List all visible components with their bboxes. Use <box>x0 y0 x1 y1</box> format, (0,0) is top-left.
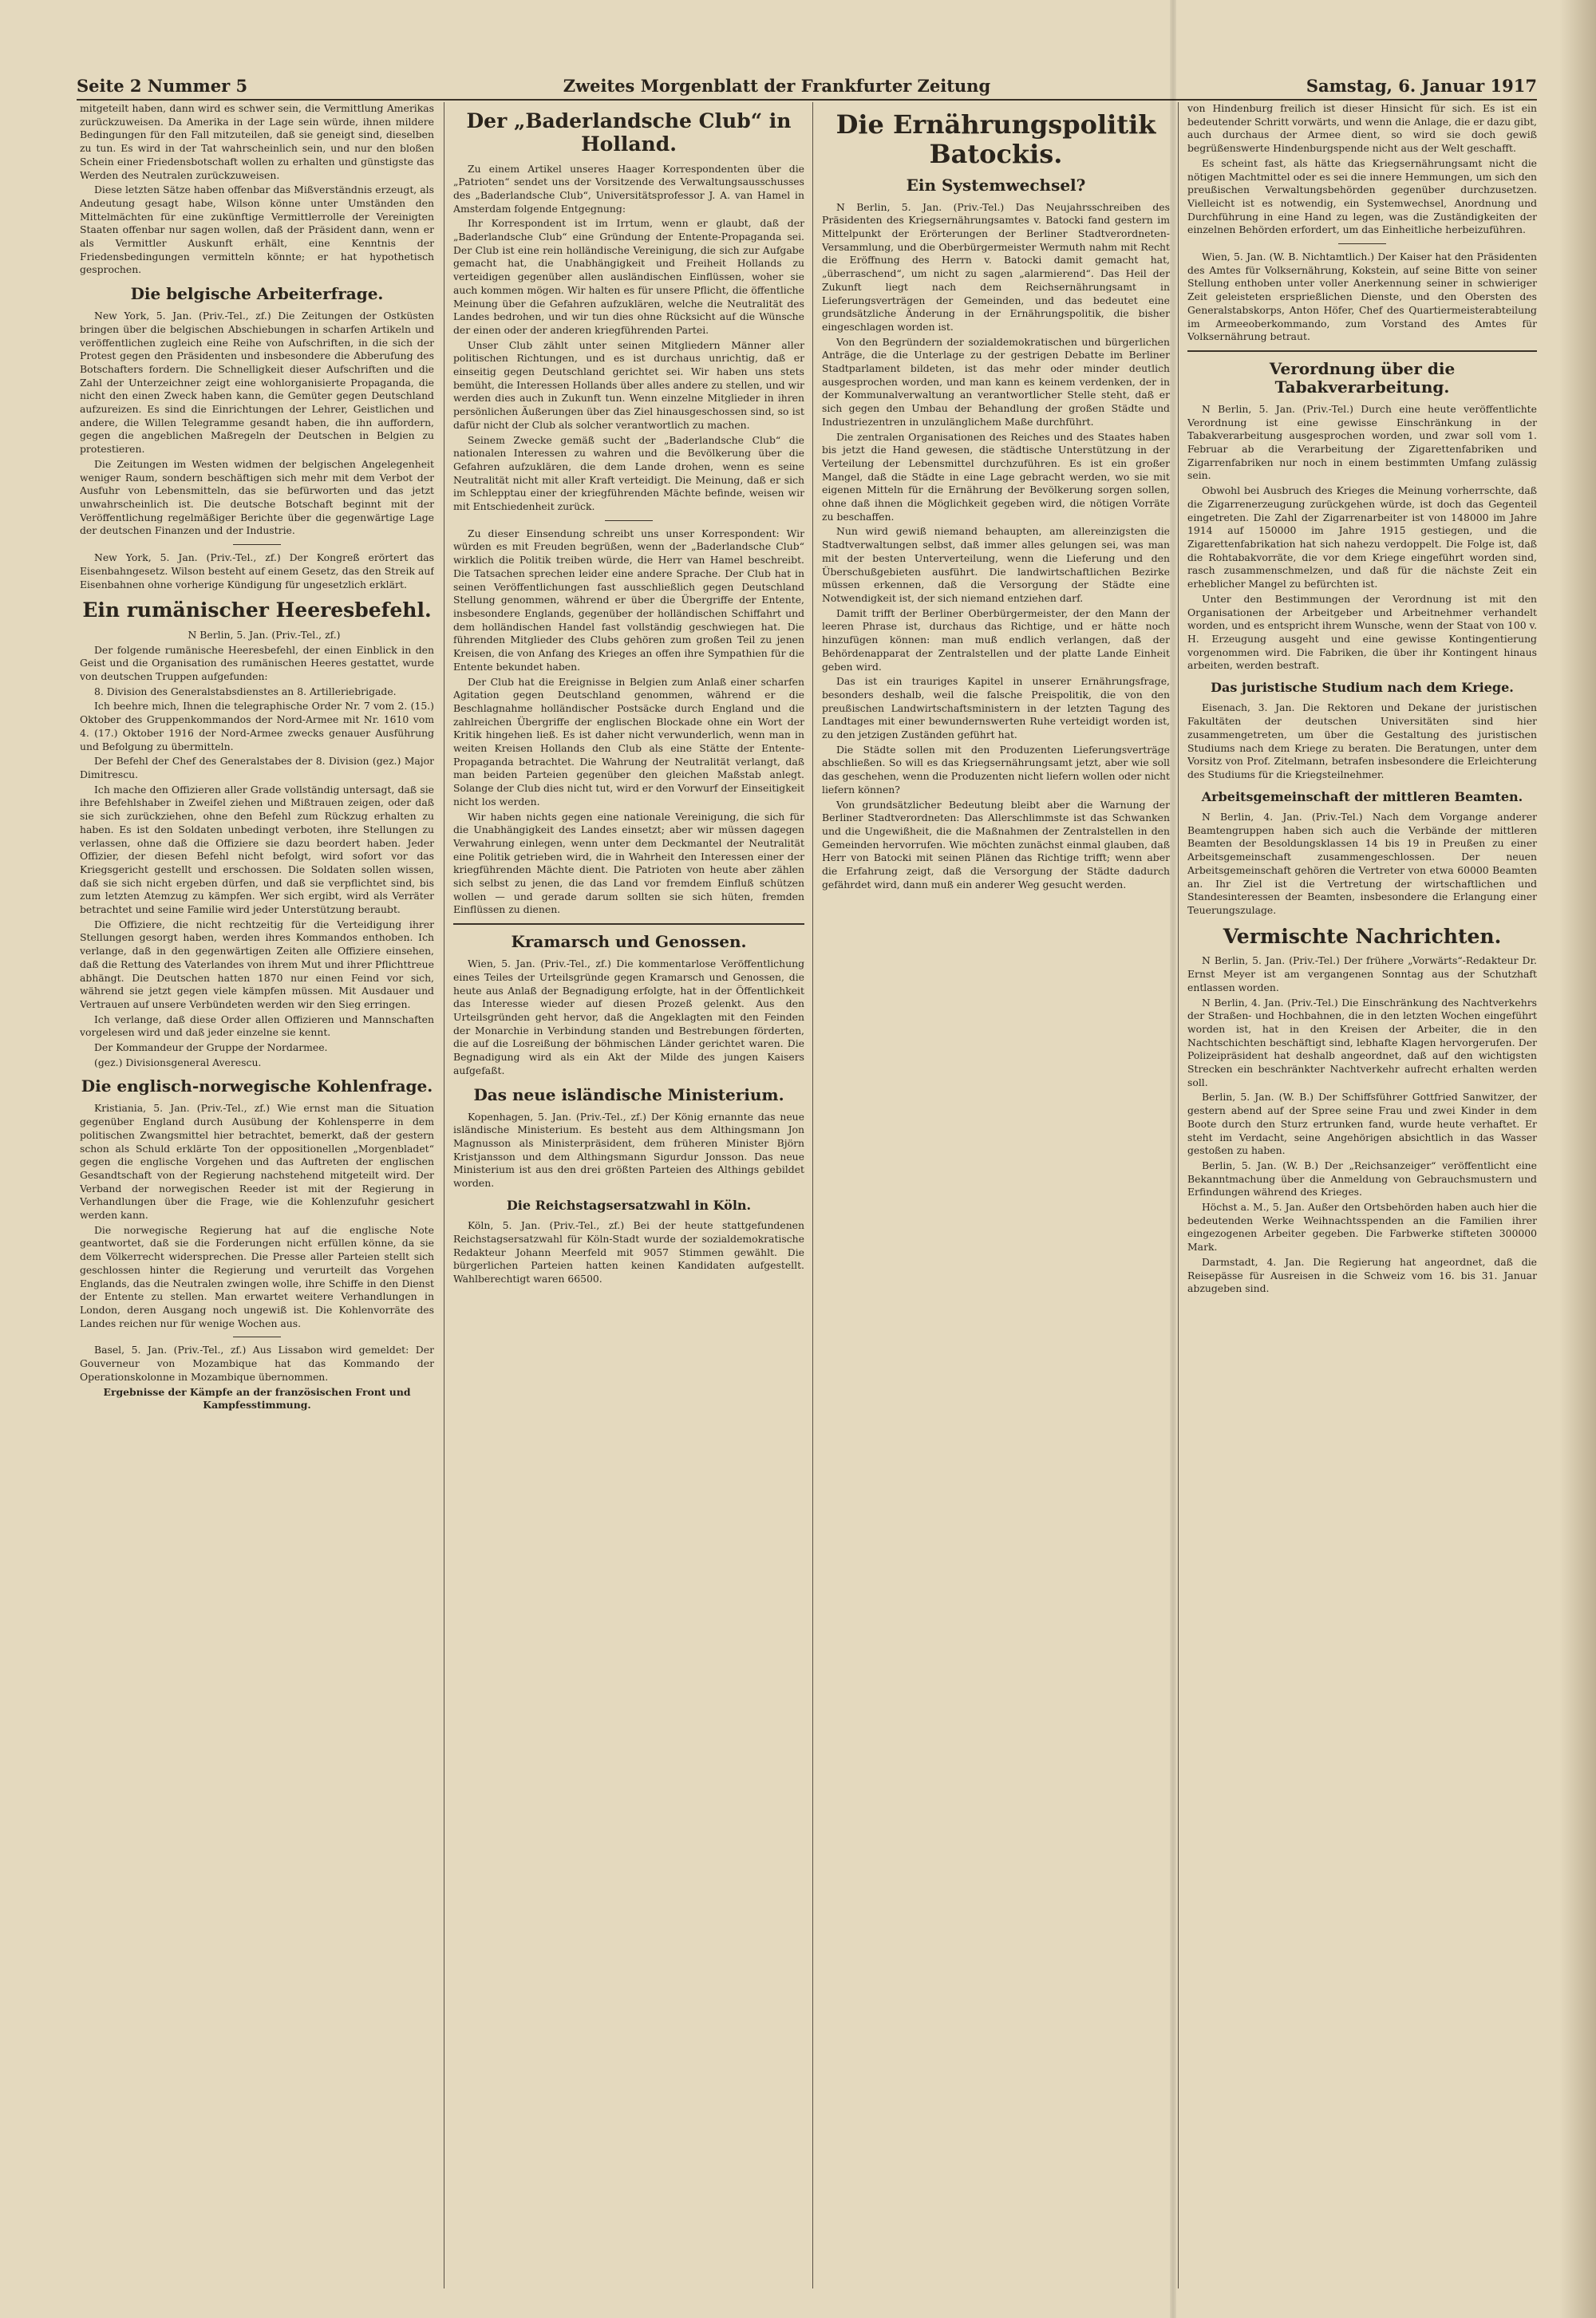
column-rule <box>812 102 813 2288</box>
headline-law-study: Das juristische Studium nach dem Kriege. <box>1211 680 1514 696</box>
article-paragraph: Darmstadt, 4. Jan. Die Regierung hat angeordnet, daß die Reisepässe für Ausreisen in die Schweiz vom 16. bis 31. Januar abzugeben sind. <box>1187 1255 1537 1295</box>
article-paragraph: Zu dieser Einsendung schreibt uns unser Korrespondent: Wir würden es mit Freuden begrüßen, wenn der „Baderlandsche Club“ wirklich die Politik treiben würde, die Herr van Hamel beschreibt. Die Tatsachen sprechen leider eine andere Sprache. Der Club hat in seinen Veröffentlichungen fast ausschließlich gegen Deutschland Stellung genommen, während er über die Übergriffe der Entente, insbesondere Englands, gegenüber der holländischen Schiffahrt und dem holländischen Handel fast vollständig geschwiegen hat. Die führenden Mitglieder des Clubs gehören zum großen Teil zu jenen Kreisen, die von Anfang des Krieges an offen ihre Sympathien für die Entente bekundet haben. <box>453 527 804 673</box>
article-paragraph: Die Städte sollen mit den Produzenten Lieferungsverträge abschließen. So will es das Kriegsernährungsamt jetzt, aber wie soll das geschehen, wenn die Produzenten nicht liefern wollen oder nicht liefern können? <box>822 743 1170 796</box>
article-paragraph: Die norwegische Regierung hat auf die englische Note geantwortet, daß sie die Forderungen nicht erfüllen könne, da sie dem Völkerrecht widersprechen. Die Presse aller Parteien stellt sich geschlossen hinter die Regierung und verurteilt das Vorgehen Englands, das die Neutralen zwingen wolle, ihre Schiffe in den Dienst der Entente zu stellen. Man erwartet weitere Verhandlungen in London, deren Ausgang noch ungewiß ist. Die Kohlenvorräte des Landes reichen nur für wenige Wochen aus. <box>80 1223 434 1329</box>
dateline: N Berlin, 5. Jan. (Priv.-Tel., zf.) <box>188 628 341 641</box>
separator <box>453 923 804 925</box>
article-paragraph: Basel, 5. Jan. (Priv.-Tel., zf.) Aus Lissabon wird gemeldet: Der Gouverneur von Mozambique hat das Kommando der Operationskolonne in Mozambique übernommen. <box>80 1344 434 1383</box>
article-paragraph: Höchst a. M., 5. Jan. Außer den Ortsbehörden haben auch hier die bedeutenden Werke Weihnachtsspenden an die Familien ihrer eingezogenen Arbeiter gegeben. Die Farbwerke stifteten 300000 Mark. <box>1187 1201 1537 1254</box>
signature: (gez.) Divisionsgeneral Averescu. <box>94 1056 262 1068</box>
article-paragraph: 8. Division des Generalstabsdienstes an 8. Artilleriebrigade. <box>94 685 397 697</box>
article-paragraph: Berlin, 5. Jan. (W. B.) Der Schiffsführer Gottfried Sanwitzer, der gestern abend auf der Spree seine Frau und zwei Kinder in dem Boote durch den Sturz ertrunken fand, wurde heute verhaftet. Er steht im Verdacht, seine Angehörigen absichtlich in das Wasser gestoßen zu haben. <box>1187 1091 1537 1157</box>
article-paragraph: Ich verlange, daß diese Order allen Offizieren und Mannschaften vorgelesen wird und daß jeder einzelne sie kennt. <box>80 1013 434 1039</box>
page-header <box>77 67 1537 96</box>
article-paragraph: Ich mache den Offizieren aller Grade vollständig untersagt, daß sie ihre Befehlshaber in Zweifel ziehen und Mißtrauen zeigen, oder daß sie sich zurückziehen, ohne den Befehl zum Rückzug erhalten zu haben. Es ist den Soldaten unbedingt verboten, ihre Stellungen zu verlassen, ohne daß die Offiziere sie dazu beordert haben. Jeder Offizier, der diesen Befehl nicht befolgt, wird sofort vor das Kriegsgericht gestellt und erschossen. Die Soldaten sollen wissen, daß sie sich nicht ergeben dürfen, und daß sie verpflichtet sind, bis zum letzten Atemzug zu kämpfen. Wer sich ergibt, wird als Verräter betrachtet und seine Familie wird jeder Unterstützung beraubt. <box>80 783 434 916</box>
article-paragraph: Eisenach, 3. Jan. Die Rektoren und Dekane der juristischen Fakultäten der deutschen Universitäten sind hier zusammengetreten, um über die Gestaltung des juristischen Studiums nach dem Kriege zu beraten. Die Beratungen, unter dem Vorsitz von Prof. Zitelmann, betrafen insbesondere die Erleichterung des Studiums für die Kriegsteilnehmer. <box>1187 701 1537 780</box>
column-1 <box>80 102 434 2288</box>
article-paragraph: Der folgende rumänische Heeresbefehl, der einen Einblick in den Geist und die Organisation des rumänischen Heeres gestattet, wurde von deutschen Truppen aufgefunden: <box>80 643 434 683</box>
headline-civil-servants: Arbeitsgemeinschaft der mittleren Beamten. <box>1201 788 1523 804</box>
article-paragraph: Köln, 5. Jan. (Priv.-Tel., zf.) Bei der heute stattgefundenen Reichstagsersatzwahl für Köln-Stadt wurde der sozialdemokratische Redakteur Johann Meerfeld mit 9057 Stimmen gewählt. Die bürgerlichen Parteien hatten keinen Kandidaten aufgestellt. Wahlberechtigt waren 66500. <box>453 1219 804 1285</box>
article-paragraph: Obwohl bei Ausbruch des Krieges die Meinung vorherrschte, daß die Zigarrenerzeugung zurückgehen würde, ist doch das Gegenteil eingetreten. Die Zahl der Zigarrenarbeiter ist von 148000 im Jahre 1914 auf 150000 im Jahre 1915 gestiegen, und die Zigarettenfabrikation hat sich nahezu verdoppelt. Die Folge ist, daß die Rohtabakvorräte, die vor dem Kriege eingeführt worden sind, rasch zusammenschmelzen, und daß für die nächste Zeit ein erheblicher Mangel zu befürchten ist. <box>1187 484 1537 590</box>
headline-baderland-club: Der „Baderlandsche Club“ in Holland. <box>466 109 792 156</box>
headline-miscellaneous: Vermischte Nachrichten. <box>1223 924 1502 948</box>
article-paragraph: N Berlin, 5. Jan. (Priv.-Tel.) Durch eine heute veröffentlichte Verordnung ist eine gewisse Einschränkung in der Tabakverarbeitung ausgesprochen worden, und zwar soll vom 1. Februar ab die Verarbeitung der Zigarettenfabriken und Zigarrenfabriken nur noch in einem bestimmten Umfang zulässig sein. <box>1187 402 1537 482</box>
article-paragraph: Wien, 5. Jan. (W. B. Nichtamtlich.) Der Kaiser hat den Präsidenten des Amtes für Volksernährung, Kokstein, auf seine Bitte von seiner Stellung enthoben unter voller Anerkennung seiner in schwieriger Zeit geleisteten ersprießlichen Dienste, und den Obersten des Generalstabskorps, Anton Höfer, Chef des Quartiermeisterabteilung im Armeeoberkommando, zum Vorstand des Amtes für Volksernährung betraut. <box>1187 251 1537 343</box>
headline-kramarsch: Kramarsch und Genossen. <box>511 932 747 952</box>
article-paragraph: Kristiania, 5. Jan. (Priv.-Tel., zf.) Wie ernst man die Situation gegenüber England durch Ausübung der Kohlensperre in dem politischen Zwangsmittel hier betrachtet, bemerkt, daß der gestern schon als Schuld erklärte Ton der oppositionellen „Morgenbladet“ gegen die englische Vorgehen und das Auftreten der englischen Gesandtschaft von der Regierung nachstehend mitgeteilt wird. Der Verband der norwegischen Reeder ist mit der Regierung in Verhandlungen über die Frage, wie die Kohlenzufuhr gesichert werden kann. <box>80 1102 434 1222</box>
article-paragraph: Der Club hat die Ereignisse in Belgien zum Anlaß einer scharfen Agitation gegen Deutschland genommen, während er die Beschlagnahme holländischer Postsäcke durch England und die zahlreichen Übergriffe der englischen Blockade ohne ein Wort der Kritik hingehen ließ. Es ist daher nicht verwunderlich, wenn man in weiten Kreisen Hollands den Club als eine Stätte der Entente-Propaganda betrachtet. Die Wahrung der Neutralität verlangt, daß man beiden Parteien gegenüber den gleichen Maßstab anlegt. Solange der Club dies nicht tut, wird er den Vorwurf der Einseitigkeit nicht los werden. <box>453 675 804 808</box>
article-paragraph: Berlin, 5. Jan. (W. B.) Der „Reichsanzeiger“ veröffentlicht eine Bekanntmachung über die Anmeldung von Gebrauchsmustern und Erfindungen während des Krieges. <box>1187 1159 1537 1198</box>
article-paragraph: N Berlin, 4. Jan. (Priv.-Tel.) Nach dem Vorgange anderer Beamtengruppen haben sich auch die Verbände der mittleren Beamten der Besoldungsklassen 14 bis 19 in Preußen zu einer Arbeitsgemeinschaft zusammengeschlossen. Der neuen Arbeitsgemeinschaft gehören die Vertreter von etwa 60000 Beamten an. Ihr Ziel ist die Vertretung der wirtschaftlichen und Standesinteressen der Beamten, insbesondere die Erlangung einer Teuerungszulage. <box>1187 811 1537 916</box>
article-paragraph: N Berlin, 5. Jan. (Priv.-Tel.) Das Neujahrsschreiben des Präsidenten des Kriegsernährungsamtes v. Batocki fand gestern im Mittelpunkt der Erörterungen der Berliner Stadtverordneten-Versammlung, und die Oberbürgermeister Wermuth nahm mit Recht die Eröffnung des Herrn v. Batocki damit gemacht hat, „überraschend“, um nicht zu sagen „alarmierend“. Das Heil der Zukunft liegt nach dem Reichsernährungsamt in Lieferungsverträgen der Gemeinden, und das bedeutet eine grundsätzliche Änderung in der Ernährungspolitik, die bisher eingeschlagen worden ist. <box>822 200 1170 333</box>
column-rule <box>1178 102 1179 2288</box>
column-2 <box>453 102 804 2288</box>
headline-belgian-labor: Die belgische Arbeiterfrage. <box>130 284 384 304</box>
paper-edge <box>1559 0 1596 2318</box>
article-paragraph: Damit trifft der Berliner Oberbürgermeister, der den Mann der leeren Phrase ist, durchaus das Richtige, und er hätte noch hinzufügen können: man muß endlich verlangen, daß der Behördenapparat der Zentralstellen und der platte Lande Einheit geben wird. <box>822 606 1170 673</box>
headline-batocki-policy: Die Ernährungspolitik Batockis. <box>836 109 1156 169</box>
subheadline: Ergebnisse der Kämpfe an der französischen Front und Kampfesstimmung. <box>103 1385 411 1412</box>
separator <box>605 520 653 521</box>
article-paragraph: Kopenhagen, 5. Jan. (Priv.-Tel., zf.) Der König ernannte das neue isländische Ministerium. Es besteht aus dem Althingsmann Jon Magnusson als Ministerpräsident, dem früheren Minister Björn Kristjansson und dem Althingsmann Sigurdur Jonsson. Das neue Ministerium ist aus den drei größten Parteien des Althings gebildet worden. <box>453 1110 804 1190</box>
headline-tobacco-ordinance: Verordnung über die Tabakverarbeitung. <box>1269 358 1456 397</box>
column-4 <box>1187 102 1537 2288</box>
article-paragraph: New York, 5. Jan. (Priv.-Tel., zf.) Die Zeitungen der Ostküsten bringen über die belgischen Abschiebungen in scharfen Artikeln und veröffentlichen zugleich eine Reihe von Aufschriften, in die sich der Protest gegen den Präsidenten und insbesondere die Abberufung des Botschafters fordern. Die Schnelligkeit dieser Aufschriften und die Zahl der Unterzeichner zeigt eine wohlorganisierte Propaganda, die nicht den einen Zweck haben kann, die Gemüter gegen Deutschland aufzureizen. Es sind die Einrichtungen der Lehrer, Geistlichen und andere, die Willen Telegramme gesandt haben, die ihn auffordern, gegen die angeblichen Maßregeln der Deutschen in Belgien zu protestieren. <box>80 310 434 456</box>
article-paragraph: Von den Begründern der sozialdemokratischen und bürgerlichen Anträge, die die Unterlage zu der gestrigen Debatte im Berliner Stadtparlament bildeten, ist das mehr oder minder deutlich ausgesprochen worden, und man kann es keinem verdenken, der in der Kommunalverwaltung an verantwortlicher Stelle steht, daß er sich gegen den Umbau der Behandlung der großen Städte und Industriezentren in unzulänglichem Maße durchführt. <box>822 335 1170 428</box>
article-paragraph: N Berlin, 5. Jan. (Priv.-Tel.) Der frühere „Vorwärts“-Redakteur Dr. Ernst Meyer ist am vergangenen Sonntag aus der Schutzhaft entlassen worden. <box>1187 954 1537 993</box>
article-paragraph: Von grundsätzlicher Bedeutung bleibt aber die Warnung der Berliner Stadtverordneten: Das Allerschlimmste ist das Schwanken und die Ungewißheit, die die Maßnahmen der Zentralstellen in den Gemeinden hervorrufen. Wie möchten zunächst einmal glauben, daß Herr von Batocki mit seinen Plänen das Richtige trifft; wenn aber die Erfahrung zeigt, daß die Versorgung der Städte dadurch gefährdet wird, dann muß ein anderer Weg gesucht werden. <box>822 798 1170 890</box>
article-paragraph: Es scheint fast, als hätte das Kriegsernährungsamt nicht die nötigen Machtmittel oder es sei die innere Hemmungen, um sich den preußischen Verwaltungsbehörden gegenüber durchzusetzen. Vielleicht ist es notwendig, ein Systemwechsel, Anordnung und Durchführung in eine Hand zu legen, was die Zuständigkeiten der einzelnen Behörden erfordert, um das Einheitliche herbeizuführen. <box>1187 156 1537 236</box>
article-paragraph: Die Zeitungen im Westen widmen der belgischen Angelegenheit weniger Raum, sondern beschäftigen sich mehr mit dem Verbot der Ausfuhr von Lebensmitteln, das sie befürworten und das jetzt unwahrscheinlich ist. Die deutsche Botschaft beginnt mit der Veröffentlichung regelmäßiger Berichte über die gegenwärtige Lage der deutschen Finanzen und der Industrie. <box>80 457 434 537</box>
article-paragraph: Ihr Korrespondent ist im Irrtum, wenn er glaubt, daß der „Baderlandsche Club“ eine Gründung der Entente-Propaganda sei. Der Club ist eine rein holländische Vereinigung, die sich zur Aufgabe gemacht hat, die Unabhängigkeit und Freiheit Hollands zu verteidigen gegenüber allen ausländischen Einflüssen, woher sie auch kommen mögen. Wir halten es für unsere Pflicht, die öffentliche Meinung über die Gefahren aufzuklären, welche die Neutralität des Landes bedrohen, und wir tun dies ohne Rücksicht auf die Wünsche der einen oder der anderen kriegführenden Partei. <box>453 217 804 336</box>
column-3 <box>822 102 1170 2288</box>
newspaper-title: Zweites Morgenblatt der Frankfurter Zeitung <box>563 76 991 96</box>
header-rule <box>77 99 1537 101</box>
article-paragraph: Wien, 5. Jan. (Priv.-Tel., zf.) Die kommentarlose Veröffentlichung eines Teiles der Urteilsgründe gegen Kramarsch und Genossen, die heute aus Anlaß der Begnadigung erfolgte, hat in der Öffentlichkeit das Interesse wieder auf diesen Prozeß gelenkt. Aus den Urteilsgründen geht hervor, daß die Angeklagten mit den Feinden der Monarchie in Verbindung standen und Bestrebungen förderten, die auf die Losreißung der böhmischen Länder gerichtet waren. Die Begnadigung wird als ein Akt der Milde des jungen Kaisers aufgefaßt. <box>453 958 804 1076</box>
headline-cologne-election: Die Reichstagsersatzwahl in Köln. <box>506 1197 752 1213</box>
issue-date: Samstag, 6. Januar 1917 <box>1306 76 1537 96</box>
article-paragraph: mitgeteilt haben, dann wird es schwer sein, die Vermittlung Amerikas zurückzuweisen. Da Amerika in der Lage sein würde, ihnen mildere Bedingungen für den Fall mitzuteilen, daß sie geneigt sind, dieselben zu tun. Es wird in der Tat wahrscheinlich sein, und nur den bloßen Schein einer Friedensbotschaft wollen zu erhalten und günstigste das Werden des Neutralen zurückzuweisen. <box>80 102 434 181</box>
article-paragraph: Wir haben nichts gegen eine nationale Vereinigung, die sich für die Unabhängigkeit des Landes einsetzt; aber wir müssen dagegen Verwahrung einlegen, wenn unter dem Deckmantel der Neutralität eine Politik getrieben wird, die in Wahrheit den Interessen einer der kriegführenden Mächte dient. Die Patrioten von heute aber zählen sich selbst zu jenen, die das Land vor fremdem Einfluß schützen wollen — und gerade darum sollten sie sich hüten, fremden Einflüssen zu dienen. <box>453 810 804 916</box>
article-paragraph: Der Befehl der Chef des Generalstabes der 8. Division (gez.) Major Dimitrescu. <box>80 755 434 780</box>
article-paragraph: von Hindenburg freilich ist dieser Hinsicht für sich. Es ist ein bedeutender Schritt vorwärts, und wenn die Anlage, die er dazu gibt, auch durchaus der Armee dient, so wird sie doch gewiß begrüßenswerte Hindenburgspende nicht aus der Welt geschafft. <box>1187 102 1537 155</box>
headline-icelandic-ministry: Das neue isländische Ministerium. <box>473 1084 784 1104</box>
separator <box>1187 350 1537 352</box>
article-paragraph: Das ist ein trauriges Kapitel in unserer Ernährungsfrage, besonders deshalb, weil die falsche Preispolitik, die von den preußischen Landwirtschaftsministern in der letzten Tagung des Landtages mit einer bewundernswerten Ruhe verteidigt worden ist, zu den jetzigen Zuständen geführt hat. <box>822 675 1170 741</box>
article-paragraph: N Berlin, 4. Jan. (Priv.-Tel.) Die Einschränkung des Nachtverkehrs der Straßen- und Hochbahnen, die in den letzten Wochen eingeführt worden ist, hat in den Kreisen der Arbeiter, die in den Nachtschichten beschäftigt sind, lebhafte Klagen hervorgerufen. Der Polizeipräsident hat deshalb angeordnet, daß auf den wichtigsten Strecken ein beschränkter Nachtverkehr aufrecht erhalten werden soll. <box>1187 996 1537 1088</box>
article-paragraph: Unser Club zählt unter seinen Mitgliedern Männer aller politischen Richtungen, und es ist durchaus unrichtig, daß er einseitig gegen Deutschland gerichtet sei. Wir haben uns stets bemüht, die Interessen Hollands über alles andere zu stellen, und wir werden dies auch in Zukunft tun. Wenn einzelne Mitglieder in ihren persönlichen Äußerungen über das Ziel hinausgeschossen sind, so ist dafür nicht der Club als solcher verantwortlich zu machen. <box>453 338 804 431</box>
article-paragraph: New York, 5. Jan. (Priv.-Tel., zf.) Der Kongreß erörtert das Eisenbahngesetz. Wilson besteht auf einem Gesetz, das den Streik auf Eisenbahnen ohne vorherige Kündigung für ungesetzlich erklärt. <box>80 551 434 590</box>
page-number: Seite 2 Nummer 5 <box>77 76 248 96</box>
article-paragraph: Seinem Zwecke gemäß sucht der „Baderlandsche Club“ die nationalen Interessen zu wahren und die Bevölkerung über die Gefahren aufzuklären, die dem Lande drohen, wenn es seine Neutralität nicht mit aller Kraft verteidigt. Die Meinung, daß er sich im Schlepptau einer der kriegführenden Mächte befinde, weisen wir mit Entschiedenheit zurück. <box>453 433 804 513</box>
article-paragraph: Nun wird gewiß niemand behaupten, am allereinzigsten die Stadtverwaltungen selbst, daß immer alles gelungen sei, was man mit der besten Unterverteilung, wenn die Lieferung und den Überschußgebieten ausführt. Die landwirtschaftlichen Bezirke müssen erkennen, daß die Versorgung der Städte eine Notwendigkeit ist, der sich niemand entziehen darf. <box>822 525 1170 604</box>
paper-fold <box>1170 0 1176 2318</box>
article-paragraph: Der Kommandeur der Gruppe der Nordarmee. <box>94 1041 328 1054</box>
separator <box>1338 243 1386 244</box>
article-paragraph: Diese letzten Sätze haben offenbar das Mißverständnis erzeugt, als Andeutung gesagt habe, Wilson könne unter Umständen den Mittelmächten für eine zukünftige Vermittlerrolle der Vereinigten Staaten offenbar nur sagen wollen, daß der Präsident dann, wenn er als Vermittler Auskunft erhält, eine Kenntnis der Friedensbedingungen vermitteln könnte; er hat hypothetisch gesprochen. <box>80 184 434 276</box>
article-paragraph: Die Offiziere, die nicht rechtzeitig für die Verteidigung ihrer Stellungen gesorgt haben, werden ihres Kommandos enthoben. Ich verlange, daß in den gegenwärtigen Zeiten alle Offiziere einsehen, daß die Rettung des Vaterlandes von ihrem Mut und ihrer Pflichttreue abhängt. Die Deutschen hatten 1870 nur einen Feind vor sich, während sie jetzt gegen viele kämpfen müssen. Mit Ausdauer und Vertrauen auf unsere Verbündeten werden wir den Sieg erringen. <box>80 918 434 1010</box>
article-paragraph: Zu einem Artikel unseres Haager Korrespondenten über die „Patrioten“ sendet uns der Vorsitzende des Verwaltungsausschusses des „Baderlandsche Club“, Universitätsprofessor J. A. van Hamel in Amsterdam folgende Entgegnung: <box>453 162 804 215</box>
headline-coal-question: Die englisch-norwegische Kohlenfrage. <box>81 1076 433 1096</box>
article-paragraph: Unter den Bestimmungen der Verordnung ist mit den Organisationen der Arbeitgeber und Arbeitnehmer verhandelt worden, und es entspricht ihrem Wunsche, wenn der Staat von 100 v. H. Erzeugung ausgeht und eine gewisse Kontingentierung vorgenommen wird. Die Fabriken, die über ihr Kontingent hinaus arbeiten, werden bestraft. <box>1187 592 1537 672</box>
headline-romanian-order: Ein rumänischer Heeresbefehl. <box>82 598 432 622</box>
separator <box>233 544 281 545</box>
article-paragraph: Ich beehre mich, Ihnen die telegraphische Order Nr. 7 vom 2. (15.) Oktober des Gruppenkommandos der Nord-Armee mit Nr. 1610 vom 4. (17.) Oktober 1916 der Nord-Armee zwecks genauer Ausführung und Befolgung zu übermitteln. <box>80 700 434 752</box>
subheadline-system-change: Ein Systemwechsel? <box>906 175 1086 195</box>
article-paragraph: Die zentralen Organisationen des Reiches und des Staates haben bis jetzt die Hand gewesen, die städtische Unterstützung in der Verteilung der Lebensmittel durchzuführen. Es ist ein großer Mangel, daß die Städte in eine Lage gebracht werden, wo sie mit eigenen Mitteln für die Ernährung der Bevölkerung sorgen sollen, ohne daß ihnen die Möglichkeit gegeben wird, die nötigen Vorräte zu beschaffen. <box>822 430 1170 523</box>
